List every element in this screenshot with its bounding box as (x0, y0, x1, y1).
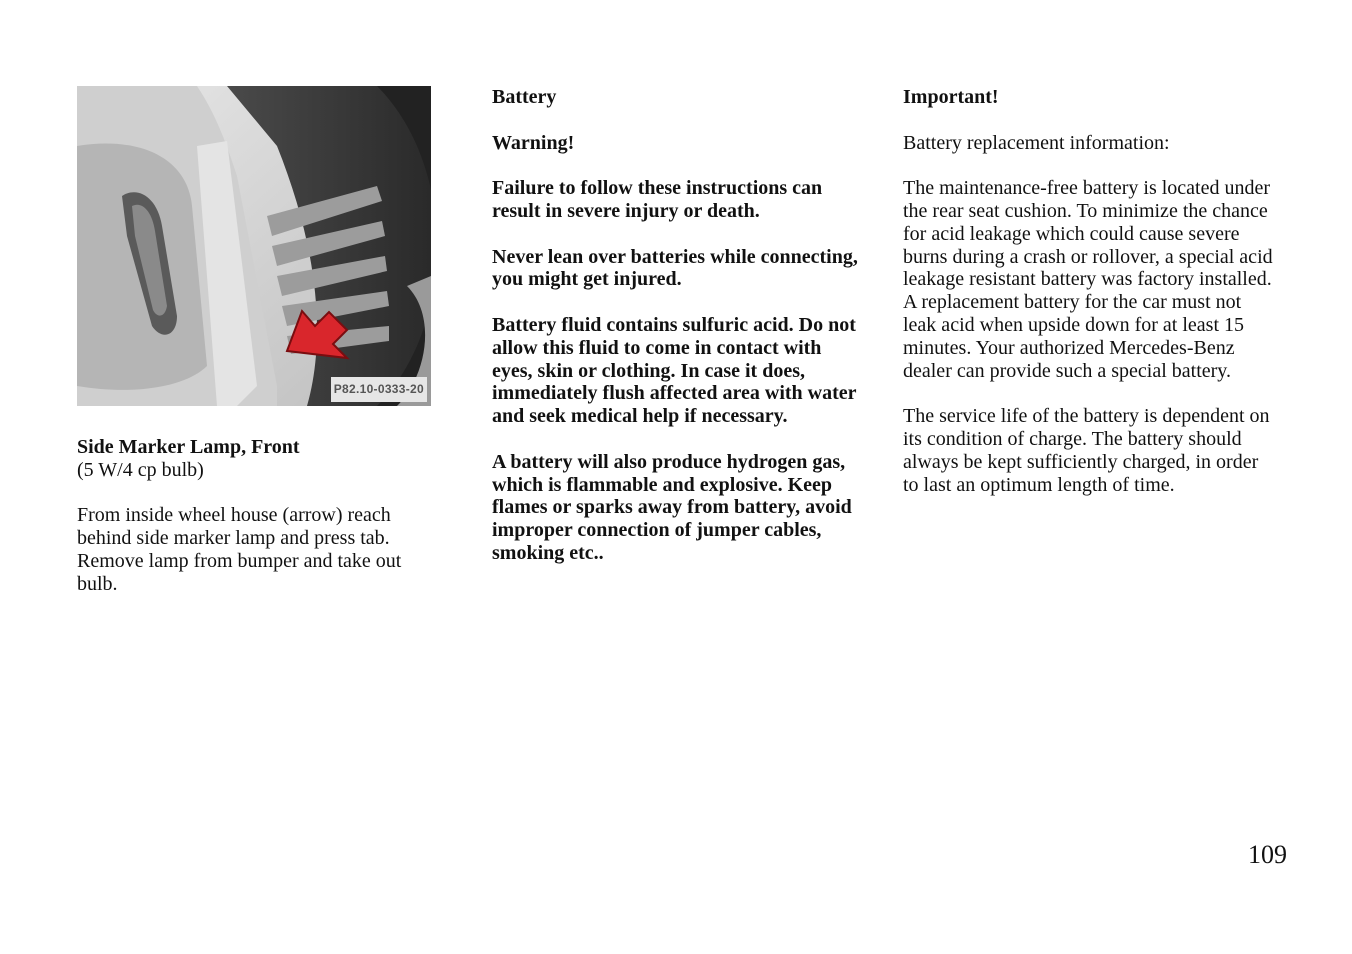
middle-column (492, 86, 862, 588)
battery-info-paragraph: The maintenance-free battery is located under the rear seat cushion. To minimize the chance for acid leakage which could cause severe burns during a crash or rollover, a special acid leakage resistant battery was factory installed. A replacement battery for the car must not leak acid when upside down for at least 15 minutes. Your authorized Mercedes-Benz dealer can provide such a special battery. (903, 177, 1273, 382)
warning-paragraph: A battery will also produce hydrogen gas, which is flammable and explosive. Keep flames or sparks away from battery, avoid improper connection of jumper cables, smoking etc.. (492, 450, 852, 564)
right-column (903, 86, 1275, 519)
side-marker-instructions: From inside wheel house (arrow) reach behind side marker lamp and press tab. Remove lamp from bumper and take out bulb. (77, 504, 402, 595)
page-number: 109 (1248, 840, 1287, 869)
replacement-intro: Battery replacement information: (903, 131, 1170, 154)
side-marker-subheading: (5 W/4 cp bulb) (77, 458, 204, 481)
warning-label: Warning! (492, 131, 575, 154)
wheel-house-drawing (77, 86, 431, 406)
left-column (77, 86, 442, 618)
warning-paragraph: Failure to follow these instructions can result in severe injury or death. (492, 177, 823, 222)
side-marker-heading: Side Marker Lamp, Front (77, 436, 300, 458)
battery-info-paragraph: The service life of the battery is dependent on its condition of charge. The battery should always be kept sufficiently charged, in order to last an optimum length of time. (903, 405, 1270, 496)
important-heading: Important! (903, 86, 999, 108)
side-marker-lamp-illustration (77, 86, 431, 406)
warning-paragraph: Battery fluid contains sulfuric acid. Do not allow this fluid to come in contact with eyes, skin or clothing. In case it does, immediately flush affected area with water and seek medical help if necessary. (492, 313, 857, 428)
figure-code: P82.10-0333-20 (331, 377, 427, 402)
battery-heading: Battery (492, 86, 557, 108)
warning-paragraph: Never lean over batteries while connecting, you might get injured. (492, 245, 858, 291)
